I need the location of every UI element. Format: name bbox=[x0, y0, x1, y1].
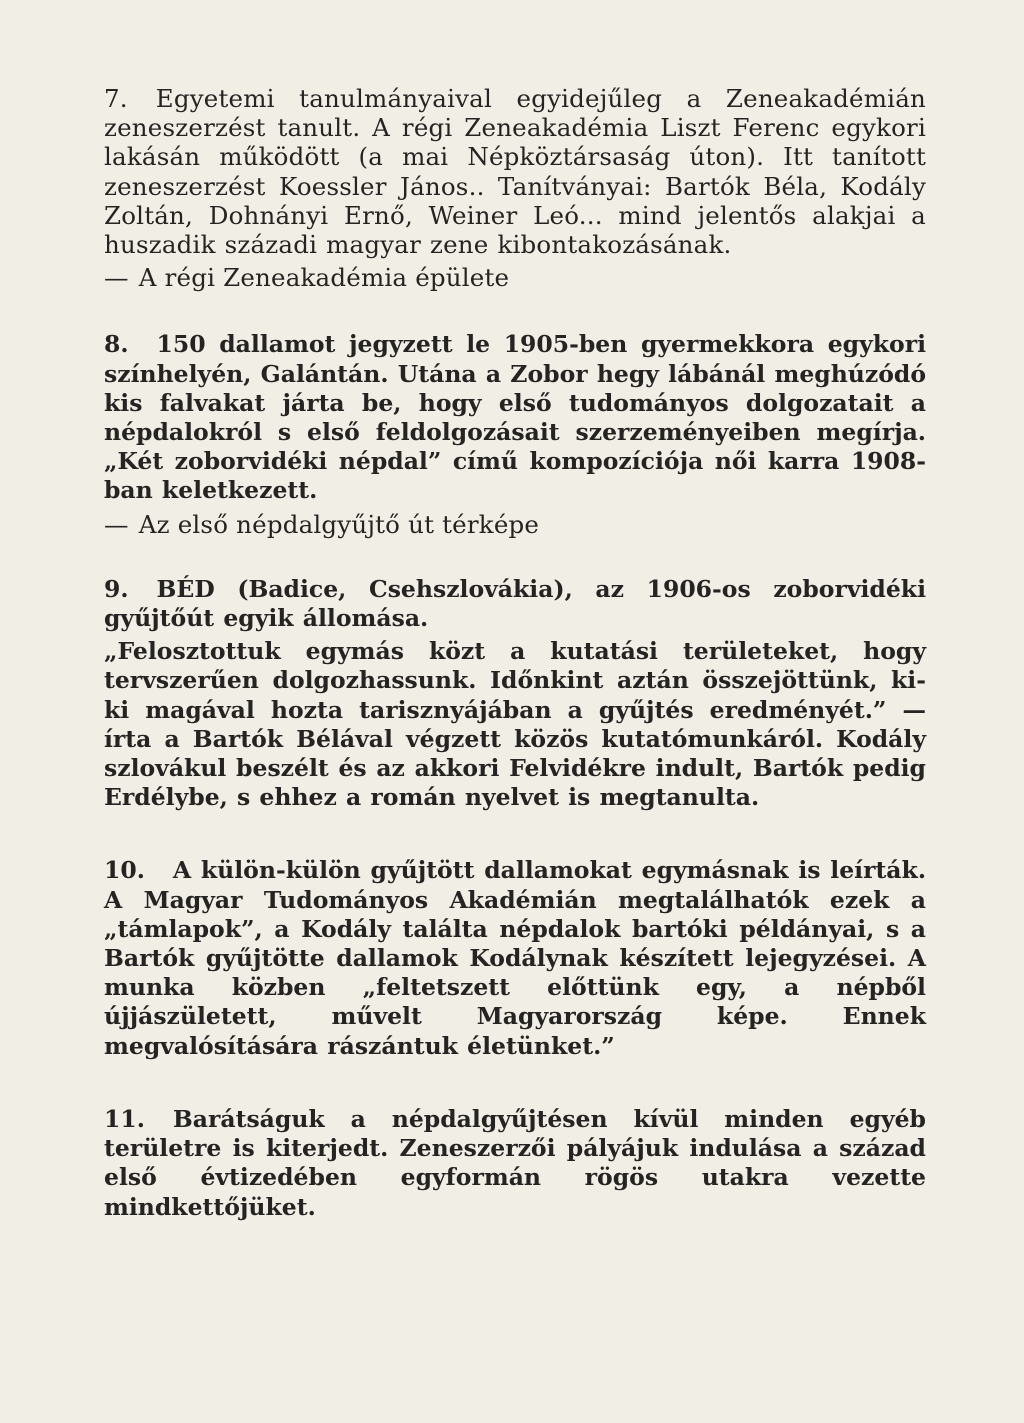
paragraph-8 bbox=[104, 330, 926, 505]
paragraph-text: Barátságuk a népdalgyűjtésen kívül minden egyéb területre is kiterjedt. Zeneszerzői pályájuk indulása a század első évtizedében egyformán rögös utakra vezette mindkettőjüket. bbox=[104, 1104, 926, 1221]
paragraph-11 bbox=[104, 1105, 926, 1222]
caption-dash: — bbox=[104, 509, 129, 539]
caption-text: Az első népdalgyűjtő út térképe bbox=[138, 509, 540, 539]
caption-dash: — bbox=[104, 263, 129, 293]
section-8 bbox=[104, 330, 926, 538]
document-body bbox=[104, 84, 926, 1222]
caption-7 bbox=[104, 263, 926, 292]
section-7 bbox=[104, 84, 926, 292]
paragraph-7 bbox=[104, 84, 926, 259]
section-number: 9. bbox=[104, 574, 129, 603]
caption-8 bbox=[104, 510, 926, 539]
section-number: 8. bbox=[104, 330, 129, 359]
section-11 bbox=[104, 1105, 926, 1222]
quote-paragraph: „Felosztottuk egymás közt a kutatási területeket, hogy tervszerűen dolgozhassunk. Időnkint aztán összejöttünk, ki-ki magával hozta tarisznyájában a gyűjtés eredményét.” — írta a Bartók Bélával végzett közös kutatómunkáról. Kodály szlovákul beszélt és az akkori Felvidékre indult, Bartók pedig Erdélybe, s ehhez a román nyelvet is megtanulta. bbox=[104, 637, 926, 812]
section-number: 7. bbox=[104, 84, 128, 113]
section-10 bbox=[104, 856, 926, 1060]
paragraph-text: A külön-külön gyűjtött dallamokat egymásnak is leírták. A Magyar Tudományos Akadémián megtalálhatók ezek a „támlapok”, a Kodály találta népdalok bartóki példányai, s a Bartók gyűjtötte dallamok Kodálynak készített lejegyzései. A munka közben „feltetszett előttünk egy, a népből újjászületett, művelt Magyarország képe. Ennek megvalósítására rászántuk életünket.” bbox=[104, 856, 926, 1060]
paragraph-9 bbox=[104, 575, 926, 633]
paragraph-text: BÉD (Badice, Csehszlovákia), az 1906-os zoborvidéki gyűjtőút egyik állomása. bbox=[104, 574, 926, 633]
section-number: 10. bbox=[104, 856, 145, 885]
paragraph-10 bbox=[104, 856, 926, 1060]
caption-text: A régi Zeneakadémia épülete bbox=[138, 263, 510, 293]
paragraph-text: Egyetemi tanulmányaival egyidejűleg a Zeneakadémián zeneszerzést tanult. A régi Zeneakadémia Liszt Ferenc egykori lakásán működött (a mai Népköztársaság úton). Itt tanított zeneszerzést Koessler János.. Tanítványai: Bartók Béla, Kodály Zoltán, Dohnányi Ernő, Weiner Leó... mind jelentős alakjai a huszadik századi magyar zene kibontakozásának. bbox=[104, 84, 926, 260]
section-9 bbox=[104, 575, 926, 813]
section-number: 11. bbox=[104, 1104, 145, 1133]
paragraph-text: 150 dallamot jegyzett le 1905-ben gyermekkora egykori színhelyén, Galántán. Utána a Zobor hegy lábánál meghúzódó kis falvakat járta be, hogy első tudományos dolgozatait a népdalokról s első feldolgozásait szerzeményeiben megírja. „Két zoborvidéki népdal” című kompozíciója női karra 1908-ban keletkezett. bbox=[104, 330, 926, 505]
